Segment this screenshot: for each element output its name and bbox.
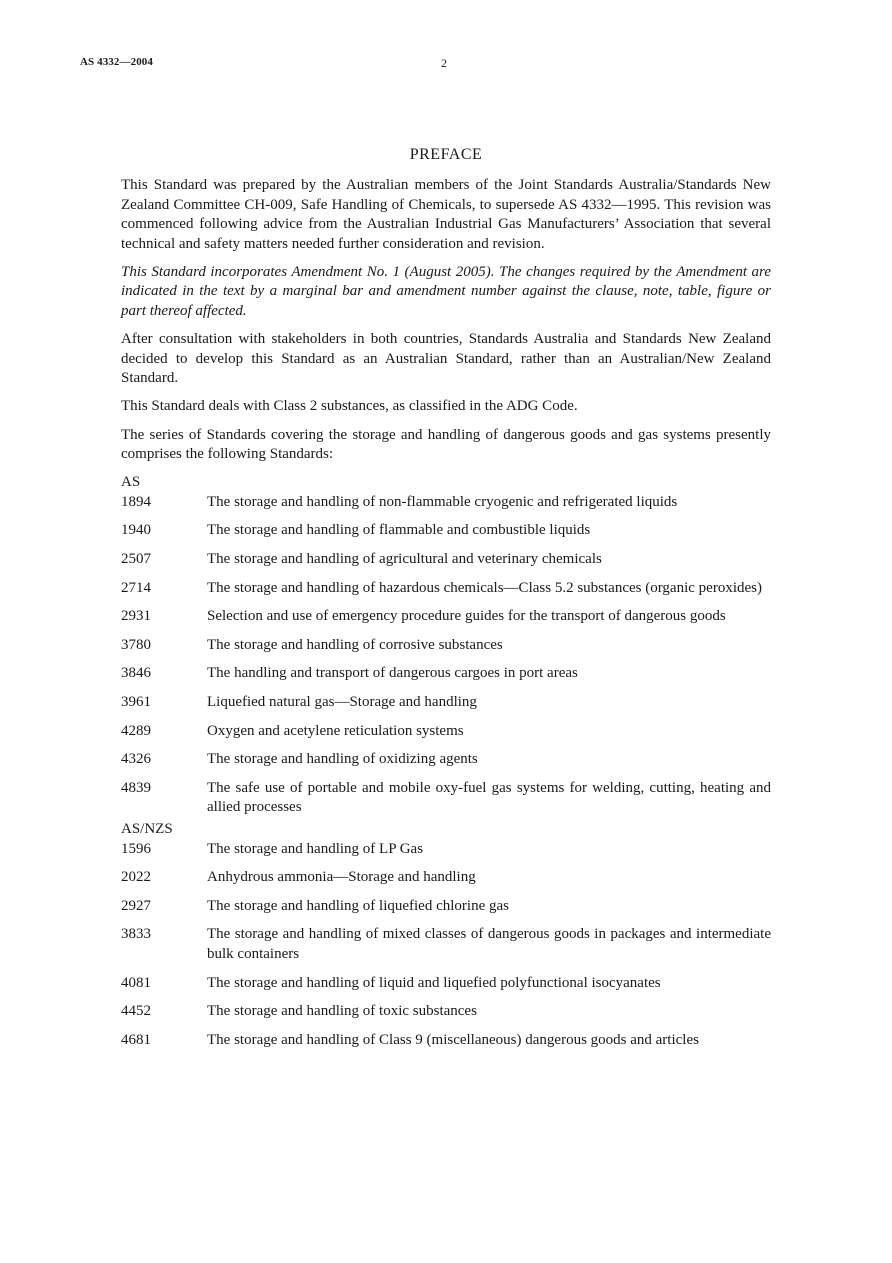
standard-number: 4289 xyxy=(121,722,151,739)
standard-title: The storage and handling of LP Gas xyxy=(207,840,424,857)
standard-title: The storage and handling of agricultural and veterinary chemicals xyxy=(207,551,602,567)
standard-title: The storage and handling of corrosive substances xyxy=(207,636,503,653)
list-item xyxy=(121,897,771,917)
standard-title: The storage and handling of Class 9 (miscellaneous) dangerous goods and articles xyxy=(207,1031,699,1048)
standard-title: The storage and handling of liquid and liquefied polyfunctional isocyanates xyxy=(207,974,661,991)
paragraph-scope: This Standard deals with Class 2 substances, as classified in the ADG Code. xyxy=(121,398,578,415)
standard-title: The handling and transport of dangerous cargoes in port areas xyxy=(207,665,578,682)
list-item xyxy=(121,1031,771,1051)
standard-number: 1940 xyxy=(121,522,151,539)
standard-number: 1596 xyxy=(121,840,151,857)
as-standards-list xyxy=(121,473,771,818)
standard-title: The storage and handling of mixed classes of dangerous goods in packages and intermediate bulk containers xyxy=(207,926,771,962)
standard-code: AS 4332—2004 xyxy=(80,56,154,68)
standard-title: Oxygen and acetylene reticulation systems xyxy=(207,722,464,739)
standard-title: Selection and use of emergency procedure guides for the transport of dangerous goods xyxy=(207,608,726,625)
standard-number: 3833 xyxy=(121,926,151,943)
page-title: PREFACE xyxy=(409,146,483,163)
standard-number: 1894 xyxy=(121,493,151,510)
standard-number: 4452 xyxy=(121,1003,151,1020)
standard-title: Liquefied natural gas—Storage and handling xyxy=(207,693,477,710)
list-item xyxy=(121,664,771,684)
list-item xyxy=(121,693,771,713)
standard-number: 3846 xyxy=(121,665,151,682)
standard-number: 3780 xyxy=(121,636,151,653)
standard-number: 2931 xyxy=(121,608,151,625)
paragraph-amendment: This Standard incorporates Amendment No. 1 (August 2005). The changes required by the Amendment are indicated in the text by a marginal bar and amendment number against the clause, note, table, figure or part thereof affected. xyxy=(121,263,771,320)
standard-number: 2507 xyxy=(121,551,151,567)
paragraph-consultation: After consultation with stakeholders in both countries, Standards Australia and Standards New Zealand decided to develop this Standard as an Australian Standard, rather than an Australian/New Zealand Standard. xyxy=(121,331,771,387)
list-item xyxy=(121,1002,771,1022)
standard-number: 2714 xyxy=(121,579,151,596)
standard-title: The storage and handling of hazardous chemicals—Class 5.2 substances (organic peroxides) xyxy=(207,579,762,596)
paragraph-preparation: This Standard was prepared by the Australian members of the Joint Standards Australia/Standards New Zealand Committee CH-009, Safe Handling of Chemicals, to supersede AS 4332—1995. This revision was commenced following advice from the Australian Industrial Gas Manufacturers’ Association that several technical and safety matters needed further consideration and revision. xyxy=(121,177,771,252)
list-item xyxy=(121,493,771,513)
standard-number: 4326 xyxy=(121,751,151,768)
page-number: 2 xyxy=(441,56,447,70)
list-item xyxy=(121,607,771,627)
asnzs-standards-list xyxy=(121,820,771,1050)
list-item xyxy=(121,974,771,994)
standard-title: The storage and handling of non-flammable cryogenic and refrigerated liquids xyxy=(207,493,678,510)
list-item xyxy=(121,840,771,860)
asnzs-group-label: AS/NZS xyxy=(121,820,173,837)
standard-title: The storage and handling of oxidizing agents xyxy=(207,751,478,768)
preface-body xyxy=(121,176,771,1059)
list-item xyxy=(121,521,771,541)
standard-title: The storage and handling of flammable and combustible liquids xyxy=(207,522,591,539)
standard-title: The storage and handling of liquefied chlorine gas xyxy=(207,897,509,914)
standard-number: 2927 xyxy=(121,897,151,914)
standard-number: 2022 xyxy=(121,869,151,886)
list-item xyxy=(121,868,771,888)
standard-title: Anhydrous ammonia—Storage and handling xyxy=(207,869,476,886)
paragraph-series: The series of Standards covering the storage and handling of dangerous goods and gas systems presently comprises the following Standards: xyxy=(121,426,771,463)
list-item xyxy=(121,722,771,742)
list-item xyxy=(121,925,771,964)
list-item xyxy=(121,579,771,599)
standard-title: The safe use of portable and mobile oxy-fuel gas systems for welding, cutting, heating and allied processes xyxy=(207,779,771,816)
list-item xyxy=(121,550,771,570)
as-group-label: AS xyxy=(121,474,141,491)
list-item xyxy=(121,636,771,656)
standard-number: 4839 xyxy=(121,779,151,796)
standard-number: 4681 xyxy=(121,1031,151,1048)
standard-number: 4081 xyxy=(121,974,151,991)
standard-title: The storage and handling of toxic substances xyxy=(207,1003,477,1020)
list-item xyxy=(121,750,771,770)
standard-number: 3961 xyxy=(121,693,151,710)
list-item xyxy=(121,779,771,818)
